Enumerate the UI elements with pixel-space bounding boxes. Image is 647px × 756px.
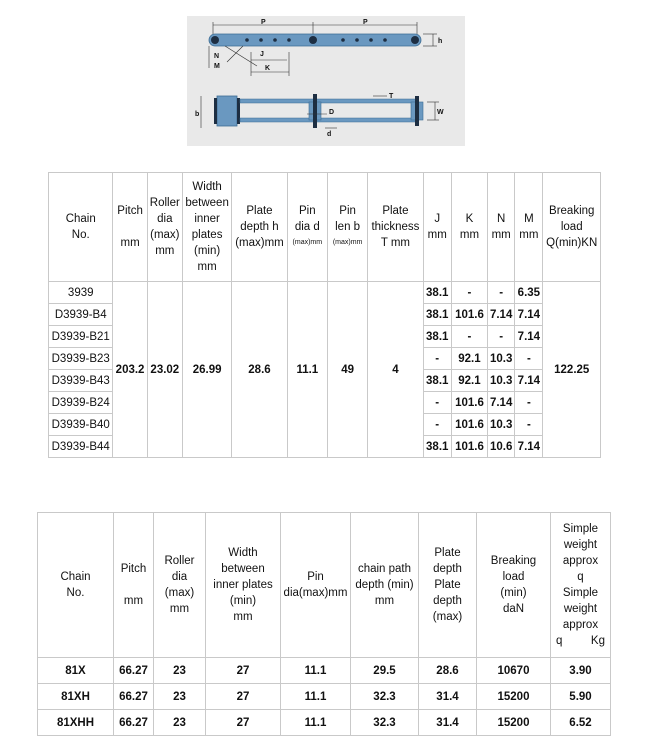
table2-header-cell-line: Simple xyxy=(562,523,599,535)
pin-cell: 11.1 xyxy=(281,658,351,684)
table1-header-cell-line: T mm xyxy=(380,237,411,249)
label-h: h xyxy=(438,38,443,45)
k-cell: 92.1 xyxy=(451,370,487,392)
table1-header-cell xyxy=(113,173,147,282)
table1-header-cell-line: No. xyxy=(71,229,90,241)
table1-header-cell-line: M xyxy=(524,213,534,225)
m-cell: - xyxy=(515,414,543,436)
table2-header-cell-line: mm xyxy=(233,611,253,623)
chain-no-cell: D3939-B21 xyxy=(49,326,113,348)
table2-header-cell-line: depth xyxy=(433,595,462,607)
k-cell: 101.6 xyxy=(451,436,487,458)
table2-header-cell xyxy=(419,513,477,658)
label-t: T xyxy=(389,93,394,100)
n-cell: 10.3 xyxy=(488,370,515,392)
table2-header-cell-units xyxy=(552,633,609,649)
k-cell: 92.1 xyxy=(451,348,487,370)
weight-cell: 6.52 xyxy=(551,710,611,736)
k-cell: 101.6 xyxy=(451,392,487,414)
weight-cell: 3.90 xyxy=(551,658,611,684)
table2-row xyxy=(38,710,611,736)
table2-header-cell-line: depth (min) xyxy=(355,579,414,591)
table1-header-cell-line: thickness xyxy=(371,221,420,233)
table2-header-cell-line: mm xyxy=(374,595,395,607)
j-cell: - xyxy=(423,392,451,414)
table2-header-cell-line: q xyxy=(577,571,584,583)
label-w: W xyxy=(437,109,444,116)
j-cell: 38.1 xyxy=(423,436,451,458)
n-cell: - xyxy=(488,282,515,304)
width-cell: 27 xyxy=(206,658,281,684)
table1-header-cell-line: inner xyxy=(194,213,220,225)
roller-cell: 23 xyxy=(154,710,206,736)
table2-header-cell-line: weight xyxy=(563,539,598,551)
table2-header-row xyxy=(38,513,611,658)
table1-header-cell-line: between xyxy=(185,197,229,209)
weight-cell: 5.90 xyxy=(551,684,611,710)
plate-cell: 31.4 xyxy=(419,684,477,710)
table2-header-cell-line: mm xyxy=(169,603,190,615)
table1-header-cell-line: len b xyxy=(335,221,361,233)
table1-header-cell-line: Q(min)KN xyxy=(546,237,598,249)
label-k: K xyxy=(265,65,271,72)
pitch-cell: 203.2 xyxy=(113,282,147,458)
table1-header-cell-line: Width xyxy=(192,181,222,193)
table1-header-cell-line: dia xyxy=(157,213,173,225)
table2-header-cell-line: (min) xyxy=(500,587,527,599)
table2-header-cell xyxy=(154,513,206,658)
table1-header-cell-line: mm xyxy=(120,237,140,249)
chain-no-cell: D3939-B23 xyxy=(49,348,113,370)
path-cell: 32.3 xyxy=(351,684,419,710)
label-n: N xyxy=(214,53,220,60)
table1-header-cell-line: depth h xyxy=(240,221,279,233)
plate-cell: 28.6 xyxy=(419,658,477,684)
table2-header-cell-line: Pitch xyxy=(120,563,147,575)
table2-row xyxy=(38,658,611,684)
label-p2: P xyxy=(363,19,368,26)
table1-header-cell-line: Pin xyxy=(339,205,356,217)
label-p1: P xyxy=(261,19,266,26)
load-cell: 15200 xyxy=(477,684,551,710)
table2-header-cell-line: approx xyxy=(562,619,599,631)
table2-header-cell-line: (max) xyxy=(432,611,463,623)
table1-header-cell xyxy=(543,173,601,282)
table1-header-cell-line: J xyxy=(434,213,441,225)
table2-row xyxy=(38,684,611,710)
m-cell: - xyxy=(515,392,543,414)
table1-header-cell-line: mm xyxy=(491,229,511,241)
chain-top-view xyxy=(209,22,437,76)
table1-header-cell xyxy=(368,173,423,282)
load-cell: 15200 xyxy=(477,710,551,736)
j-cell: 38.1 xyxy=(423,282,451,304)
table1-header-cell-line: N xyxy=(497,213,506,225)
table1-header-cell xyxy=(515,173,543,282)
j-cell: - xyxy=(423,414,451,436)
chain-cell: 81X xyxy=(38,658,114,684)
table2-header-cell-unit: Kg xyxy=(590,635,605,647)
chain-cell: 81XHH xyxy=(38,710,114,736)
table2-header-cell-line: chain path xyxy=(357,563,412,575)
table2-header-cell-line: (max) xyxy=(164,587,195,599)
m-cell: 6.35 xyxy=(515,282,543,304)
table2-header-cell-line: approx xyxy=(562,555,599,567)
width-cell: 27 xyxy=(206,684,281,710)
table2-header-cell-line: Breaking xyxy=(490,555,537,567)
table1-header-cell-line: Pin xyxy=(299,205,316,217)
j-cell: 38.1 xyxy=(423,370,451,392)
table1-header-cell-line: mm xyxy=(155,245,175,257)
chain-spec-table-1 xyxy=(48,172,601,458)
roller-cell: 23 xyxy=(154,684,206,710)
table1-header-cell-line: Pitch xyxy=(117,205,143,217)
table1-header-cell-line: load xyxy=(560,221,583,233)
table1-header-cell-line: mm xyxy=(197,261,217,273)
table1-header-cell-line: plates xyxy=(191,229,223,241)
table2-header-cell-line: Simple xyxy=(562,587,599,599)
m-cell: 7.14 xyxy=(515,370,543,392)
pitch-cell: 66.27 xyxy=(114,710,154,736)
table2-header-cell-line: inner plates xyxy=(213,579,273,591)
table1-header-cell-line: Chain xyxy=(65,213,96,225)
table1-header-cell xyxy=(287,173,327,282)
table1-header-cell-line: Plate xyxy=(382,205,409,217)
table2-header-cell xyxy=(477,513,551,658)
k-cell: - xyxy=(451,282,487,304)
width-cell: 27 xyxy=(206,710,281,736)
table2-header-cell-line: Width xyxy=(228,547,258,559)
table1-header-cell-line: (min) xyxy=(194,245,221,257)
table2-header-cell-line: between xyxy=(221,563,265,575)
table1-header-cell-line: mm xyxy=(519,229,539,241)
table1-header-cell-line: mm xyxy=(427,229,447,241)
table2-header-cell-line: No. xyxy=(66,587,85,599)
table1-header-cell-line: (max)mm xyxy=(235,237,284,249)
table1-header-cell xyxy=(147,173,182,282)
label-b: b xyxy=(195,111,200,118)
table2-header-cell-line: Plate xyxy=(434,579,461,591)
table2-header-cell xyxy=(281,513,351,658)
table1-header-cell-line: (max) xyxy=(150,229,180,241)
plate-depth-cell: 28.6 xyxy=(232,282,287,458)
pitch-cell: 66.27 xyxy=(114,684,154,710)
load-cell: 10670 xyxy=(477,658,551,684)
table2-header-cell-line: dia(max)mm xyxy=(283,587,348,599)
table1-header-cell-line xyxy=(114,219,145,235)
n-cell: 10.3 xyxy=(488,414,515,436)
label-m: M xyxy=(214,63,220,70)
chain-no-cell: D3939-B24 xyxy=(49,392,113,414)
roller-dia-cell: 23.02 xyxy=(147,282,182,458)
table1-header-cell xyxy=(488,173,515,282)
table1-header-cell xyxy=(232,173,287,282)
table1-row xyxy=(49,282,601,304)
table1-header-cell-unit: (max)mm xyxy=(292,239,323,246)
table2-header-cell-unit: q xyxy=(556,635,563,647)
table1-header-cell-line: Roller xyxy=(149,197,180,209)
table2-header-cell-line: Roller xyxy=(164,555,195,567)
label-d-upper: D xyxy=(329,109,335,116)
n-cell: 7.14 xyxy=(488,304,515,326)
j-cell: 38.1 xyxy=(423,304,451,326)
table1-header-cell xyxy=(423,173,451,282)
table1-header-cell-line: K xyxy=(465,213,474,225)
table1-header-cell xyxy=(451,173,487,282)
chain-spec-table-2 xyxy=(37,512,611,736)
table2-header-cell-line: Pin xyxy=(307,571,324,583)
chain-no-cell: D3939-B44 xyxy=(49,436,113,458)
m-cell: 7.14 xyxy=(515,436,543,458)
table2-header-cell-line: Plate xyxy=(434,547,461,559)
k-cell: - xyxy=(451,326,487,348)
table1-header-cell xyxy=(49,173,113,282)
m-cell: 7.14 xyxy=(515,304,543,326)
label-j: J xyxy=(260,51,264,58)
path-cell: 32.3 xyxy=(351,710,419,736)
width-cell: 26.99 xyxy=(182,282,231,458)
chain-diagram xyxy=(187,16,465,146)
chain-no-cell: D3939-B43 xyxy=(49,370,113,392)
plate-thickness-cell: 4 xyxy=(368,282,423,458)
table2-header-cell-line: mm xyxy=(123,595,144,607)
plate-cell: 31.4 xyxy=(419,710,477,736)
roller-cell: 23 xyxy=(154,658,206,684)
m-cell: 7.14 xyxy=(515,326,543,348)
breaking-load-cell: 122.25 xyxy=(543,282,601,458)
n-cell: 10.6 xyxy=(488,436,515,458)
chain-no-cell: D3939-B4 xyxy=(49,304,113,326)
table2-header-cell xyxy=(351,513,419,658)
chain-no-cell: D3939-B40 xyxy=(49,414,113,436)
chain-cell: 81XH xyxy=(38,684,114,710)
chain-side-view xyxy=(201,94,439,128)
table2-header-cell xyxy=(114,513,154,658)
pin-cell: 11.1 xyxy=(281,684,351,710)
path-cell: 29.5 xyxy=(351,658,419,684)
table1-header-cell xyxy=(182,173,231,282)
table1-header-cell-line: mm xyxy=(459,229,480,241)
table2-header-cell-line: (min) xyxy=(229,595,257,607)
table2-header-cell-line: load xyxy=(502,571,525,583)
n-cell: 10.3 xyxy=(488,348,515,370)
table1-header-cell-unit: (max)mm xyxy=(332,239,363,246)
table2-header-cell-line: dia xyxy=(171,571,188,583)
table2-header-cell-line xyxy=(115,577,152,593)
table2-header-cell xyxy=(551,513,611,658)
table1-header-row xyxy=(49,173,601,282)
j-cell: 38.1 xyxy=(423,326,451,348)
table2-header-cell-line: weight xyxy=(563,603,598,615)
pin-cell: 11.1 xyxy=(281,710,351,736)
label-d-lower: d xyxy=(327,131,332,138)
table2-header-cell-line: Chain xyxy=(60,571,91,583)
pin-dia-cell: 11.1 xyxy=(287,282,327,458)
table2-header-cell xyxy=(38,513,114,658)
k-cell: 101.6 xyxy=(451,414,487,436)
m-cell: - xyxy=(515,348,543,370)
j-cell: - xyxy=(423,348,451,370)
table2-header-cell xyxy=(206,513,281,658)
n-cell: 7.14 xyxy=(488,392,515,414)
n-cell: - xyxy=(488,326,515,348)
table1-header-cell-line: dia d xyxy=(294,221,320,233)
table2-header-cell-line: daN xyxy=(502,603,525,615)
chain-drawing xyxy=(187,16,465,146)
k-cell: 101.6 xyxy=(451,304,487,326)
pitch-cell: 66.27 xyxy=(114,658,154,684)
chain-no-cell: 3939 xyxy=(49,282,113,304)
table1-header-cell-line: Breaking xyxy=(549,205,595,217)
table1-header-cell xyxy=(327,173,367,282)
table2-header-cell-line: depth xyxy=(433,563,462,575)
table1-header-cell-line: Plate xyxy=(246,205,273,217)
pin-len-cell: 49 xyxy=(327,282,367,458)
